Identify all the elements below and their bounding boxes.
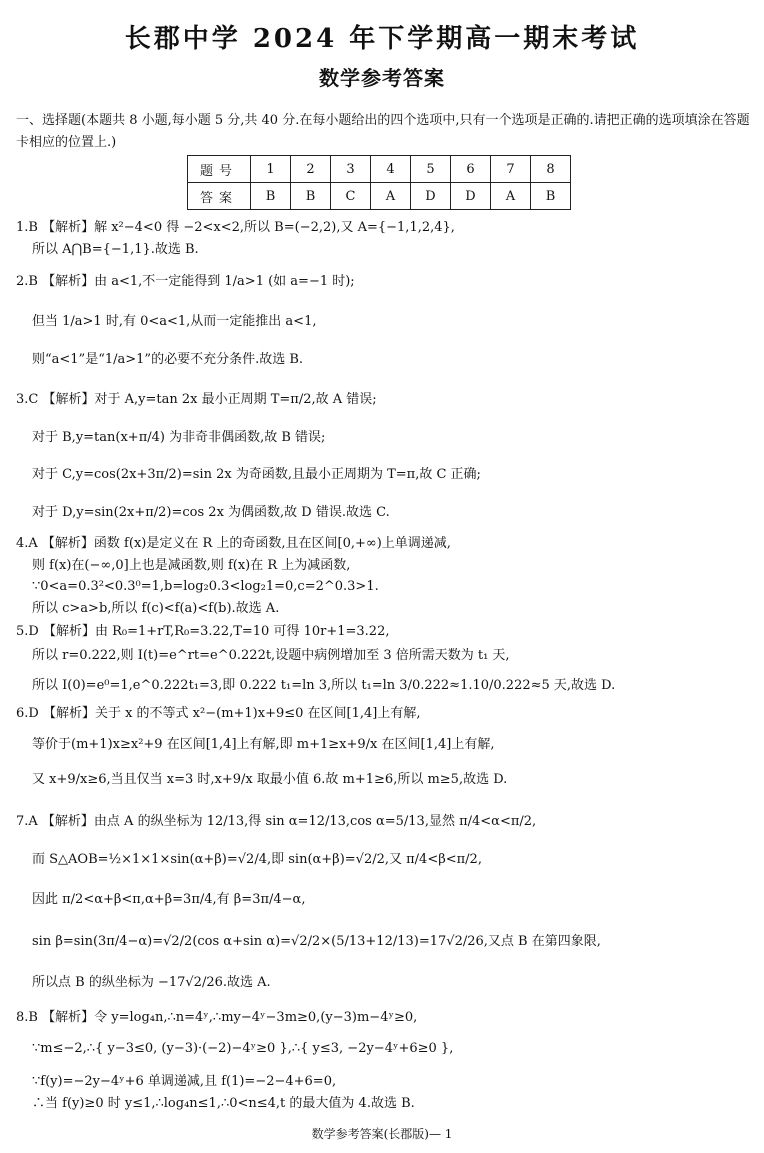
- solution-line-q8: 8.B 【解析】令 y=log₄n,∴n=4ʸ,∴my−4ʸ−3m≥0,(y−3)m−4ʸ≥0,: [16, 1010, 418, 1025]
- solution-line-q2: 则“a<1”是“1/a>1”的必要不充分条件.故选 B.: [32, 352, 304, 367]
- answer-cell: D: [451, 183, 491, 210]
- solution-line-q7: 7.A 【解析】由点 A 的纵坐标为 12/13,得 sin α=12/13,cos α=5/13,显然 π/4<α<π/2,: [16, 814, 537, 829]
- question-number: 4: [371, 156, 411, 183]
- answer-table-answer-row: [188, 183, 571, 210]
- answer-cell: B: [531, 183, 571, 210]
- solution-line-q3: 3.C 【解析】对于 A,y=tan 2x 最小正周期 T=π/2,故 A 错误;: [16, 392, 377, 407]
- page-footer: 数学参考答案(长郡版)— 1: [311, 1127, 453, 1141]
- solution-line-q2: 但当 1/a>1 时,有 0<a<1,从而一定能推出 a<1,: [32, 314, 317, 329]
- solution-line-q7: 因此 π/2<α+β<π,α+β=3π/4,有 β=3π/4−α,: [32, 892, 306, 907]
- solution-line-q1: 1.B 【解析】解 x²−4<0 得 −2<x<2,所以 B=(−2,2),又 A={−1,1,2,4},: [16, 220, 455, 235]
- answer-cell: A: [371, 183, 411, 210]
- solution-line-q3: 对于 D,y=sin(2x+π/2)=cos 2x 为偶函数,故 D 错误.故选 C.: [32, 505, 390, 520]
- solution-line-q2: 2.B 【解析】由 a<1,不一定能得到 1/a>1 (如 a=−1 时);: [16, 274, 355, 289]
- answer-cell: C: [331, 183, 371, 210]
- solution-line-q5: 5.D 【解析】由 R₀=1+rT,R₀=3.22,T=10 可得 10r+1=3.22,: [16, 624, 390, 639]
- row-label-number: 题号: [188, 156, 251, 183]
- solution-line-q5: 所以 r=0.222,则 I(t)=e^rt=e^0.222t,设题中病例增加至 3 倍所需天数为 t₁ 天,: [32, 648, 510, 663]
- answer-cell: B: [291, 183, 331, 210]
- solution-line-q4: 则 f(x)在(−∞,0]上也是减函数,则 f(x)在 R 上为减函数,: [32, 558, 351, 573]
- section-intro: 一、选择题(本题共 8 小题,每小题 5 分,共 40 分.在每小题给出的四个选项中,只有一个选项是正确的.请把正确的选项填涂在答题卡相应的位置上.): [16, 113, 750, 150]
- solution-line-q4: 所以 c>a>b,所以 f(c)<f(a)<f(b).故选 A.: [32, 601, 280, 616]
- question-number: 5: [411, 156, 451, 183]
- question-number: 1: [251, 156, 291, 183]
- answer-cell: A: [491, 183, 531, 210]
- solution-line-q4: ∵0<a=0.3²<0.3⁰=1,b=log₂0.3<log₂1=0,c=2^0.3>1.: [32, 579, 379, 594]
- solution-line-q3: 对于 C,y=cos(2x+3π/2)=sin 2x 为奇函数,且最小正周期为 T=π,故 C 正确;: [32, 467, 481, 482]
- solution-line-q5: 所以 I(0)=e⁰=1,e^0.222t₁=3,即 0.222 t₁=ln 3,所以 t₁=ln 3/0.222≈1.10/0.222≈5 天,故选 D.: [32, 678, 616, 693]
- solution-line-q7: 而 S△AOB=½×1×1×sin(α+β)=√2/4,即 sin(α+β)=√2/2,又 π/4<β<π/2,: [32, 852, 482, 867]
- solution-line-q1: 所以 A⋂B={−1,1}.故选 B.: [32, 242, 199, 257]
- solution-line-q8: ∴当 f(y)≥0 时 y≤1,∴log₄n≤1,∴0<n≤4,t 的最大值为 4.故选 B.: [32, 1096, 415, 1111]
- question-number: 8: [531, 156, 571, 183]
- page-title: 长郡中学 2024 年下学期高一期末考试: [124, 24, 640, 54]
- question-number: 6: [451, 156, 491, 183]
- solution-line-q6: 6.D 【解析】关于 x 的不等式 x²−(m+1)x+9≤0 在区间[1,4]上有解,: [16, 706, 421, 721]
- row-label-answer: 答案: [188, 183, 251, 210]
- answer-table: [187, 155, 571, 210]
- page-subtitle: 数学参考答案: [319, 66, 445, 90]
- solution-line-q4: 4.A 【解析】函数 f(x)是定义在 R 上的奇函数,且在区间[0,+∞)上单调递减,: [16, 536, 451, 551]
- answer-cell: D: [411, 183, 451, 210]
- solution-line-q8: ∵m≤−2,∴{ y−3≤0, (y−3)·(−2)−4ʸ≥0 },∴{ y≤3, −2y−4ʸ+6≥0 },: [32, 1041, 454, 1056]
- solution-line-q6: 等价于(m+1)x≥x²+9 在区间[1,4]上有解,即 m+1≥x+9/x 在区间[1,4]上有解,: [32, 737, 495, 752]
- solution-line-q3: 对于 B,y=tan(x+π/4) 为非奇非偶函数,故 B 错误;: [32, 430, 326, 445]
- solution-line-q8: ∵f(y)=−2y−4ʸ+6 单调递减,且 f(1)=−2−4+6=0,: [32, 1074, 337, 1089]
- solution-line-q6: 又 x+9/x≥6,当且仅当 x=3 时,x+9/x 取最小值 6.故 m+1≥6,所以 m≥5,故选 D.: [32, 772, 508, 787]
- solution-line-q7: 所以点 B 的纵坐标为 −17√2/26.故选 A.: [32, 975, 271, 990]
- question-number: 2: [291, 156, 331, 183]
- question-number: 3: [331, 156, 371, 183]
- answer-cell: B: [251, 183, 291, 210]
- question-number: 7: [491, 156, 531, 183]
- solution-line-q7: sin β=sin(3π/4−α)=√2/2(cos α+sin α)=√2/2×(5/13+12/13)=17√2/26,又点 B 在第四象限,: [32, 934, 601, 949]
- answer-table-number-row: [188, 156, 571, 183]
